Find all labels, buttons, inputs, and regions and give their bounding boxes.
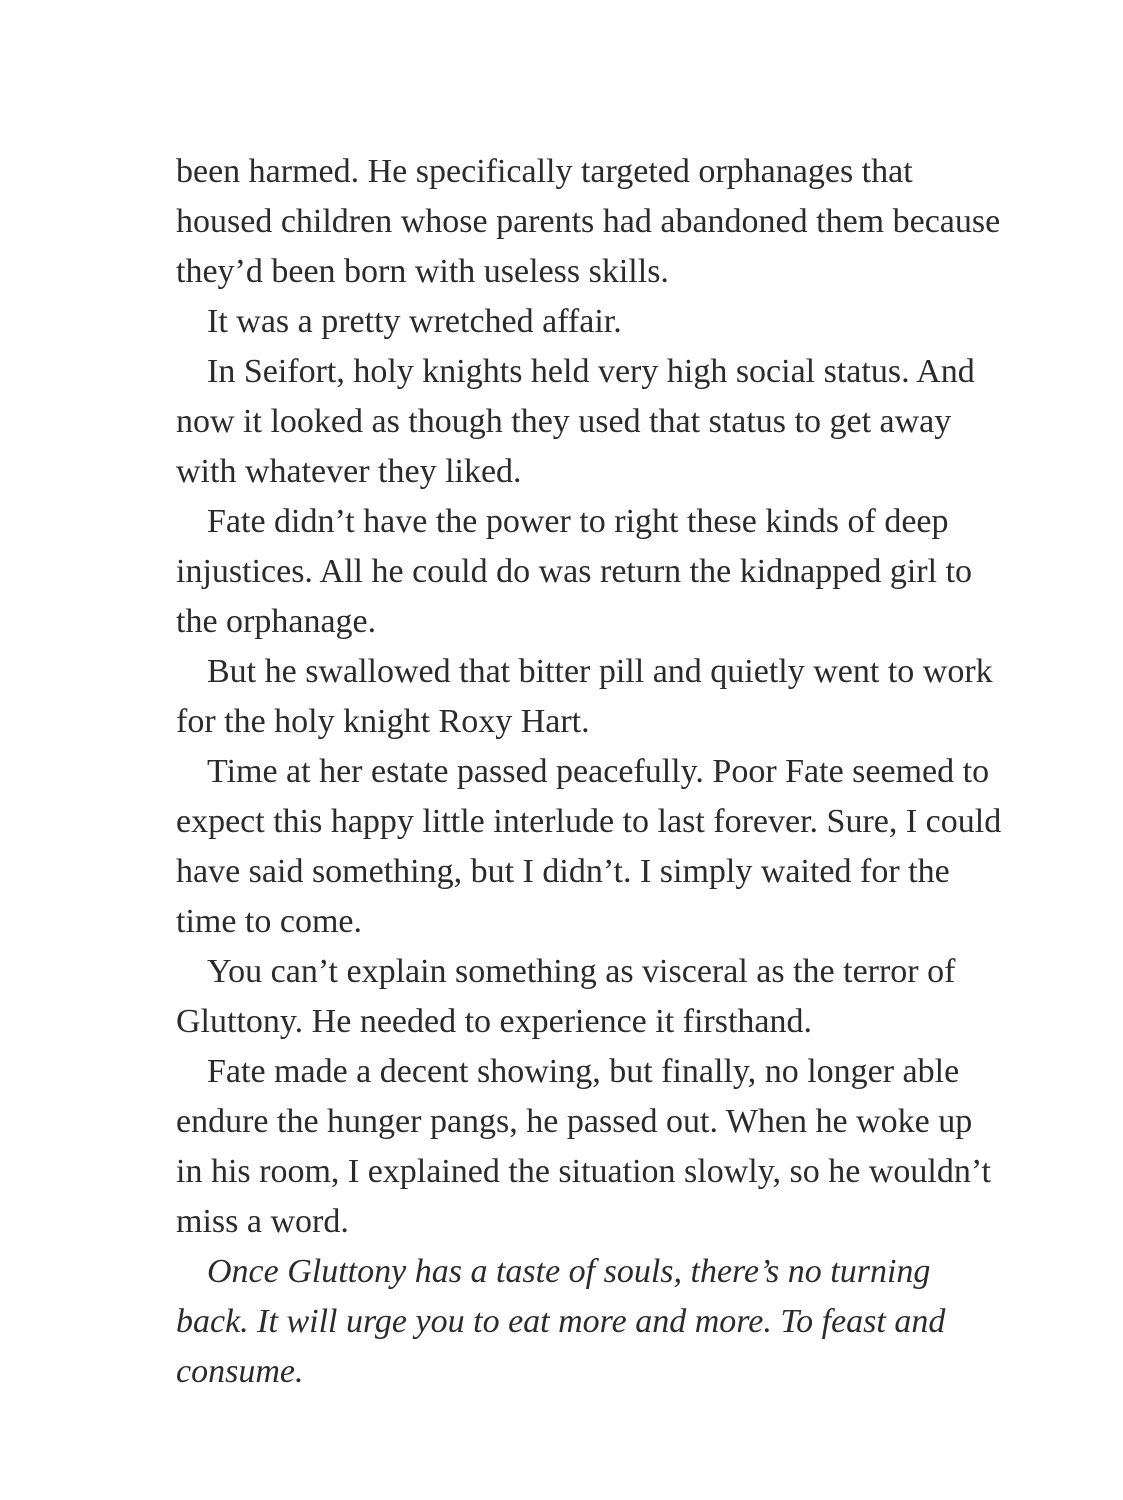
paragraph-1: been harmed. He specifically targeted orphanages that housed children whose parents had abandoned them because they’d been born with useless skills. [176,153,1001,290]
paragraph-7: You can’t explain something as visceral as the terror of Gluttony. He needed to experience it firsthand. [176,953,956,1040]
paragraph-3: In Seifort, holy knights held very high social status. And now it looked as though they used that status to get away with whatever they liked. [176,353,975,490]
paragraph-2: It was a pretty wretched affair. [207,303,622,340]
paragraph-9-italic-thought: Once Gluttony has a taste of souls, there’s no turning back. It will urge you to eat more and more. To feast and consume. [176,1253,946,1390]
book-page-text [176,147,1006,1397]
paragraph-4: Fate didn’t have the power to right these kinds of deep injustices. All he could do was return the kidnapped girl to the orphanage. [176,503,973,640]
paragraph-8: Fate made a decent showing, but finally, no longer able endure the hunger pangs, he passed out. When he woke up in his room, I explained the situation slowly, so he wouldn’t miss a word. [176,1053,991,1240]
paragraph-6: Time at her estate passed peacefully. Poor Fate seemed to expect this happy little interlude to last forever. Sure, I could have said something, but I didn’t. I simply waited for the time to come. [176,753,1002,940]
paragraph-5: But he swallowed that bitter pill and quietly went to work for the holy knight Roxy Hart. [176,653,993,740]
